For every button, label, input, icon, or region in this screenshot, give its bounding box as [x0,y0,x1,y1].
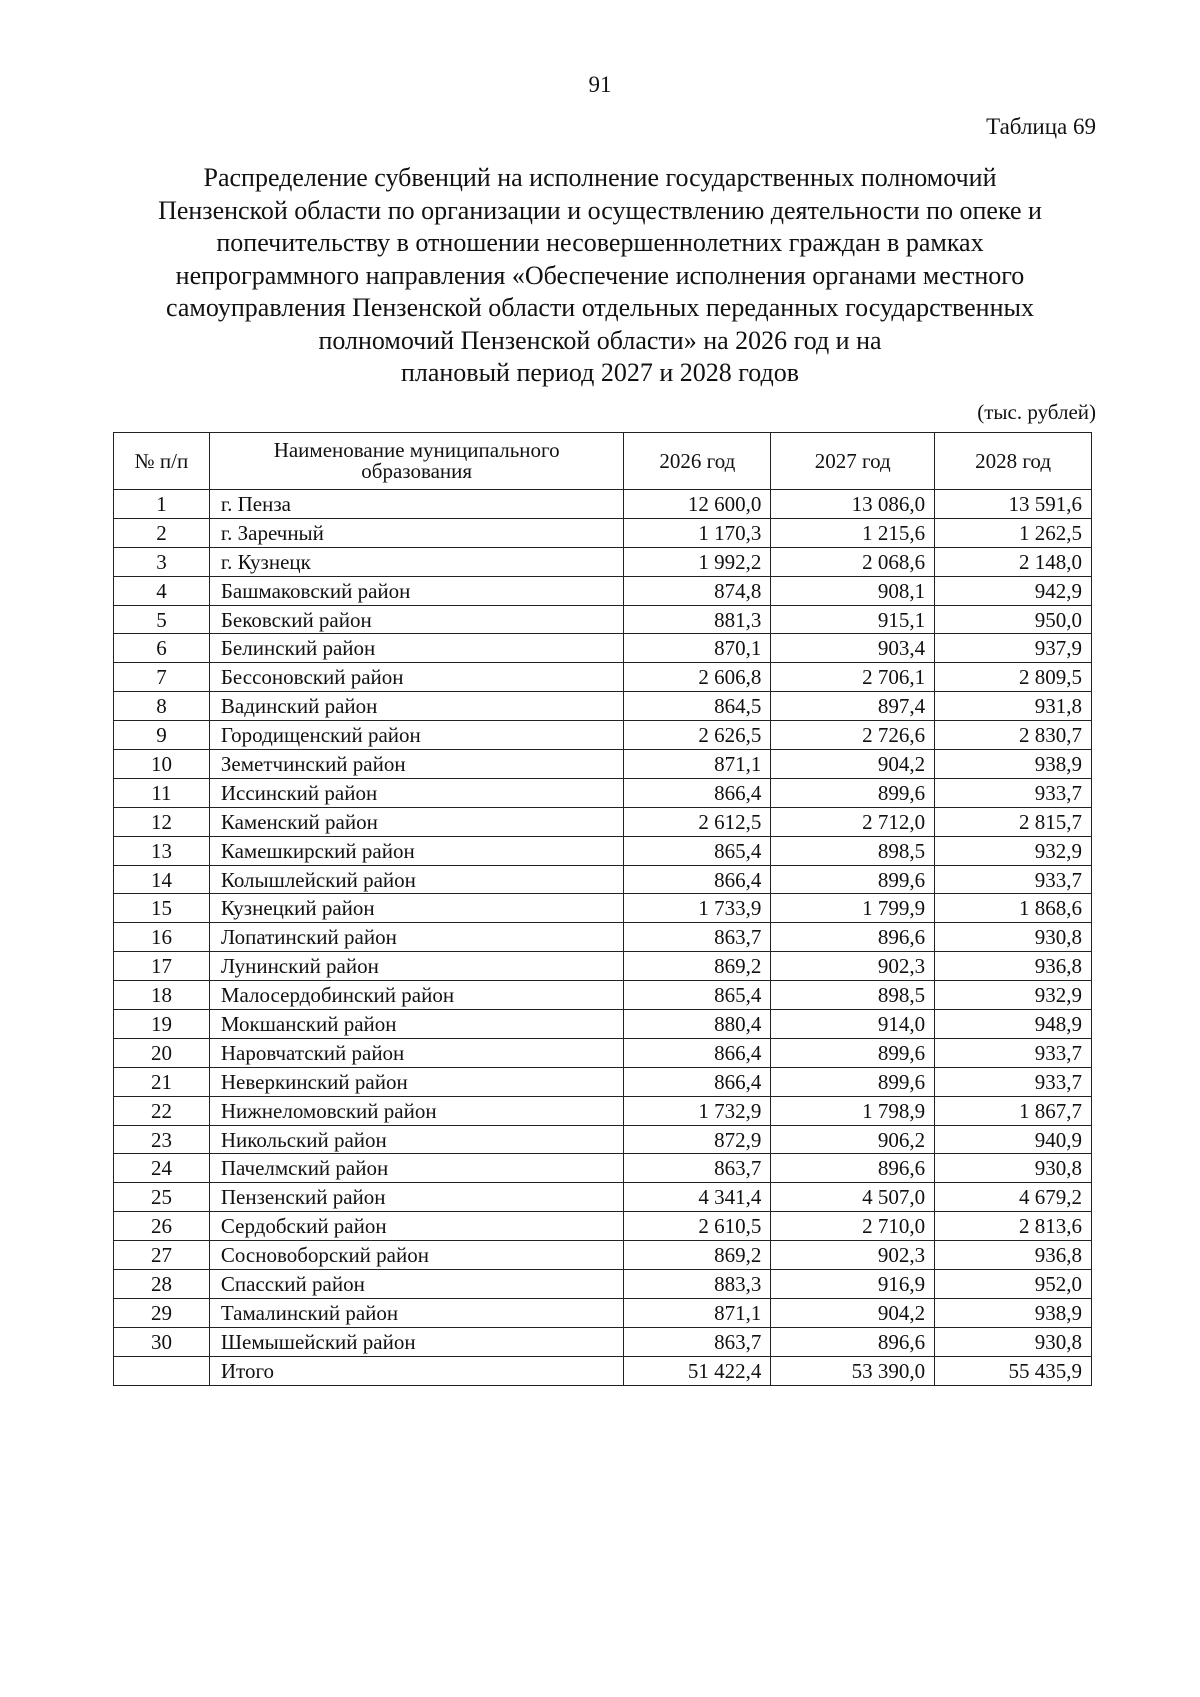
total-2026: 51 422,4 [624,1356,771,1385]
value-2027: 1 215,6 [771,518,935,547]
municipality-name: Наровчатский район [209,1038,624,1067]
value-2027: 899,6 [771,1038,935,1067]
row-number: 20 [114,1038,210,1067]
value-2028: 950,0 [935,605,1092,634]
row-number: 21 [114,1067,210,1096]
value-2027: 915,1 [771,605,935,634]
row-number: 16 [114,923,210,952]
row-number: 9 [114,721,210,750]
value-2026: 865,4 [624,836,771,865]
municipality-name: Лунинский район [209,952,624,981]
value-2028: 932,9 [935,836,1092,865]
value-2026: 2 626,5 [624,721,771,750]
municipality-name: Вадинский район [209,692,624,721]
title-line: самоуправления Пензенской области отдельных переданных государственных [166,293,1034,322]
value-2026: 2 612,5 [624,807,771,836]
table-label: Таблица 69 [986,114,1096,139]
municipality-name: Спасский район [209,1270,624,1299]
municipality-name: Мокшанский район [209,1010,624,1039]
subsidy-table [113,432,1092,1386]
title-line: Пензенской области по организации и осуществлению деятельности по опеке и [158,195,1042,225]
value-2027: 1 798,9 [771,1096,935,1125]
total-row [114,1356,1092,1385]
title-line: непрограммного направления «Обеспечение исполнения органами местного [175,260,1025,290]
table-row [114,1154,1092,1183]
value-2026: 1 170,3 [624,518,771,547]
row-number: 18 [114,981,210,1010]
value-2026: 866,4 [624,1038,771,1067]
header-number: № п/п [114,433,210,490]
title-line: плановый период 2027 и 2028 годов [400,358,800,387]
value-2027: 903,4 [771,634,935,663]
row-number: 19 [114,1010,210,1039]
total-2028: 55 435,9 [935,1356,1092,1385]
value-2027: 2 068,6 [771,547,935,576]
row-number: 30 [114,1327,210,1356]
value-2028: 933,7 [935,865,1092,894]
value-2027: 899,6 [771,778,935,807]
units-note: (тыс. рублей) [977,400,1096,424]
municipality-name: Малосердобинский район [209,981,624,1010]
title-line: полномочий Пензенской области» на 2026 год и на [318,325,882,355]
value-2027: 2 726,6 [771,721,935,750]
row-number: 3 [114,547,210,576]
table-row [114,1212,1092,1241]
row-number: 13 [114,836,210,865]
value-2028: 938,9 [935,750,1092,779]
municipality-name: г. Заречный [209,518,624,547]
municipality-name: Лопатинский район [209,923,624,952]
municipality-name: г. Пенза [209,490,624,519]
value-2027: 1 799,9 [771,894,935,923]
value-2026: 870,1 [624,634,771,663]
total-number [114,1356,210,1385]
table-row [114,576,1092,605]
header-municipality: Наименование муниципального образования [209,433,624,490]
value-2026: 2 610,5 [624,1212,771,1241]
table-row [114,923,1092,952]
value-2028: 933,7 [935,778,1092,807]
table-row [114,721,1092,750]
value-2028: 938,9 [935,1298,1092,1327]
row-number: 27 [114,1241,210,1270]
title-line: попечительству в отношении несовершеннолетних граждан в рамках [216,228,984,257]
table-row [114,1270,1092,1299]
value-2026: 866,4 [624,865,771,894]
municipality-name: Никольский район [209,1125,624,1154]
table-row [114,865,1092,894]
title-line: Распределение субвенций на исполнение государственных полномочий [203,163,997,192]
value-2027: 2 706,1 [771,663,935,692]
row-number: 25 [114,1183,210,1212]
value-2026: 4 341,4 [624,1183,771,1212]
municipality-name: Пензенский район [209,1183,624,1212]
value-2026: 881,3 [624,605,771,634]
table-row [114,1096,1092,1125]
value-2027: 896,6 [771,1154,935,1183]
value-2028: 1 867,7 [935,1096,1092,1125]
value-2027: 2 710,0 [771,1212,935,1241]
value-2028: 932,9 [935,981,1092,1010]
table-row [114,836,1092,865]
table-row [114,692,1092,721]
table-row [114,490,1092,519]
row-number: 1 [114,490,210,519]
value-2026: 880,4 [624,1010,771,1039]
value-2028: 942,9 [935,576,1092,605]
value-2027: 896,6 [771,923,935,952]
row-number: 26 [114,1212,210,1241]
value-2028: 2 815,7 [935,807,1092,836]
municipality-name: Неверкинский район [209,1067,624,1096]
value-2028: 4 679,2 [935,1183,1092,1212]
value-2027: 897,4 [771,692,935,721]
row-number: 8 [114,692,210,721]
table-row [114,547,1092,576]
value-2028: 952,0 [935,1270,1092,1299]
row-number: 2 [114,518,210,547]
municipality-name: Тамалинский район [209,1298,624,1327]
value-2028: 940,9 [935,1125,1092,1154]
value-2027: 899,6 [771,1067,935,1096]
row-number: 29 [114,1298,210,1327]
row-number: 28 [114,1270,210,1299]
row-number: 4 [114,576,210,605]
municipality-name: Камешкирский район [209,836,624,865]
value-2026: 883,3 [624,1270,771,1299]
value-2027: 896,6 [771,1327,935,1356]
value-2028: 933,7 [935,1038,1092,1067]
value-2028: 1 868,6 [935,894,1092,923]
value-2028: 930,8 [935,1327,1092,1356]
table-row [114,778,1092,807]
value-2026: 866,4 [624,778,771,807]
row-number: 7 [114,663,210,692]
table-row [114,981,1092,1010]
municipality-name: Колышлейский район [209,865,624,894]
value-2026: 872,9 [624,1125,771,1154]
value-2026: 869,2 [624,952,771,981]
value-2026: 1 733,9 [624,894,771,923]
row-number: 24 [114,1154,210,1183]
municipality-name: г. Кузнецк [209,547,624,576]
header-2028: 2028 год [935,433,1092,490]
row-number: 6 [114,634,210,663]
value-2028: 2 830,7 [935,721,1092,750]
value-2027: 898,5 [771,981,935,1010]
value-2026: 866,4 [624,1067,771,1096]
municipality-name: Бессоновский район [209,663,624,692]
municipality-name: Белинский район [209,634,624,663]
table-row [114,952,1092,981]
municipality-name: Сердобский район [209,1212,624,1241]
table-row [114,1038,1092,1067]
value-2027: 4 507,0 [771,1183,935,1212]
value-2027: 899,6 [771,865,935,894]
municipality-name: Земетчинский район [209,750,624,779]
table-row [114,1067,1092,1096]
value-2028: 13 591,6 [935,490,1092,519]
municipality-name: Иссинский район [209,778,624,807]
municipality-name: Бековский район [209,605,624,634]
value-2026: 871,1 [624,1298,771,1327]
value-2028: 937,9 [935,634,1092,663]
row-number: 14 [114,865,210,894]
table-row [114,1125,1092,1154]
table-row [114,1298,1092,1327]
value-2026: 869,2 [624,1241,771,1270]
row-number: 5 [114,605,210,634]
value-2028: 2 148,0 [935,547,1092,576]
table-row [114,605,1092,634]
municipality-name: Сосновоборский район [209,1241,624,1270]
value-2027: 906,2 [771,1125,935,1154]
municipality-name: Городищенский район [209,721,624,750]
value-2026: 2 606,8 [624,663,771,692]
table-row [114,1010,1092,1039]
value-2028: 1 262,5 [935,518,1092,547]
header-2027: 2027 год [771,433,935,490]
row-number: 10 [114,750,210,779]
value-2028: 2 809,5 [935,663,1092,692]
table-row [114,518,1092,547]
value-2027: 904,2 [771,1298,935,1327]
municipality-name: Нижнеломовский район [209,1096,624,1125]
value-2026: 863,7 [624,923,771,952]
table-row [114,894,1092,923]
municipality-name: Башмаковский район [209,576,624,605]
value-2026: 871,1 [624,750,771,779]
value-2026: 864,5 [624,692,771,721]
value-2028: 930,8 [935,1154,1092,1183]
municipality-name: Шемышейский район [209,1327,624,1356]
row-number: 12 [114,807,210,836]
value-2028: 930,8 [935,923,1092,952]
value-2027: 908,1 [771,576,935,605]
page-number: 91 [588,72,612,97]
value-2027: 2 712,0 [771,807,935,836]
table-row [114,1241,1092,1270]
table-header-row [114,433,1092,490]
value-2028: 948,9 [935,1010,1092,1039]
value-2027: 916,9 [771,1270,935,1299]
value-2028: 936,8 [935,952,1092,981]
table-body [114,490,1092,1386]
value-2027: 902,3 [771,952,935,981]
value-2028: 936,8 [935,1241,1092,1270]
municipality-name: Пачелмский район [209,1154,624,1183]
header-2026: 2026 год [624,433,771,490]
value-2027: 902,3 [771,1241,935,1270]
table-row [114,1183,1092,1212]
table-row [114,634,1092,663]
value-2026: 863,7 [624,1154,771,1183]
document-title [100,162,1100,390]
value-2027: 13 086,0 [771,490,935,519]
row-number: 11 [114,778,210,807]
municipality-name: Кузнецкий район [209,894,624,923]
municipality-name: Каменский район [209,807,624,836]
table-row [114,807,1092,836]
table-row [114,1327,1092,1356]
value-2028: 933,7 [935,1067,1092,1096]
value-2026: 874,8 [624,576,771,605]
row-number: 17 [114,952,210,981]
value-2026: 1 992,2 [624,547,771,576]
table-row [114,750,1092,779]
value-2026: 12 600,0 [624,490,771,519]
value-2026: 865,4 [624,981,771,1010]
value-2027: 904,2 [771,750,935,779]
row-number: 23 [114,1125,210,1154]
value-2027: 914,0 [771,1010,935,1039]
total-2027: 53 390,0 [771,1356,935,1385]
row-number: 15 [114,894,210,923]
value-2027: 898,5 [771,836,935,865]
value-2028: 2 813,6 [935,1212,1092,1241]
total-label: Итого [209,1356,624,1385]
table-row [114,663,1092,692]
value-2026: 1 732,9 [624,1096,771,1125]
value-2026: 863,7 [624,1327,771,1356]
value-2028: 931,8 [935,692,1092,721]
row-number: 22 [114,1096,210,1125]
